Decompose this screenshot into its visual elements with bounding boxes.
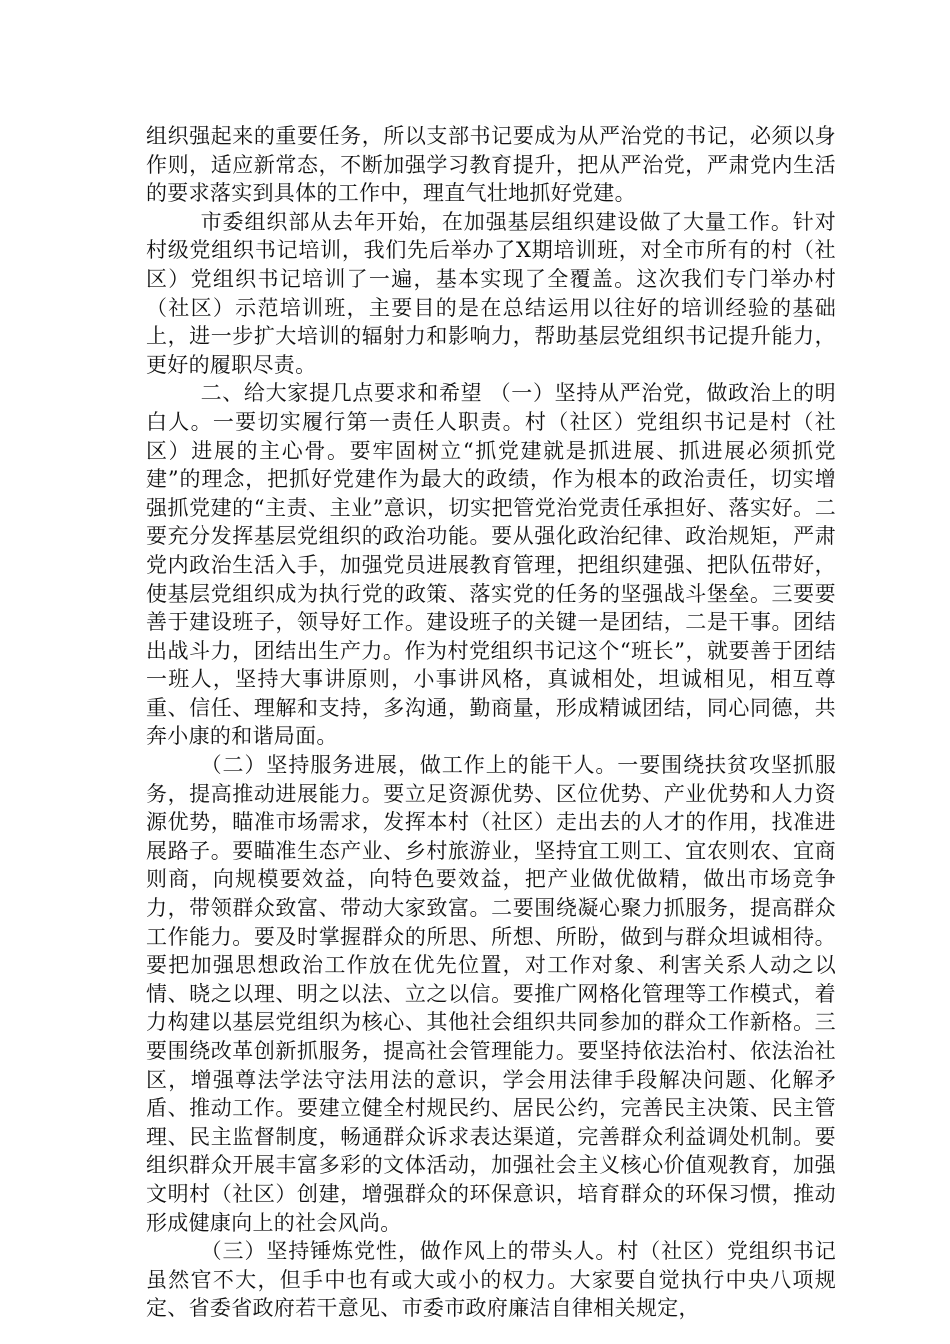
document-page bbox=[146, 122, 836, 1323]
paragraph-training-work: 市委组织部从去年开始，在加强基层组织建设做了大量工作。针对村级党组织书记培训，我们先后举办了X期培训班，对全市所有的村（社区）党组织书记培训了一遍，基本实现了全覆盖。这次我们专门举办村（社区）示范培训班，主要目的是在总结运用以往好的培训经验的基础上，进一步扩大培训的辐射力和影响力，帮助基层党组织书记提升能力，更好的履职尽责。 bbox=[146, 209, 836, 377]
paragraph-requirements-one: 二、给大家提几点要求和希望 （一）坚持从严治党，做政治上的明白人。一要切实履行第一责任人职责。村（社区）党组织书记是村（社区）进展的主心骨。要牢固树立“抓党建就是抓进展、抓进展必须抓党建”的理念，把抓好党建作为最大的政绩，作为根本的政治责任，切实增强抓党建的“主责、主业”意识，切实把管党治党责任承担好、落实好。二要充分发挥基层党组织的政治功能。要从强化政治纪律、政治规矩，严肃党内政治生活入手，加强党员进展教育管理，把组织建强、把队伍带好，使基层党组织成为执行党的政策、落实党的任务的坚强战斗堡垒。三要要善于建设班子，领导好工作。建设班子的关键一是团结，二是干事。团结出战斗力，团结出生产力。作为村党组织书记这个“班长”，就要善于团结一班人，坚持大事讲原则，小事讲风格，真诚相处，坦诚相见，相互尊重、信任、理解和支持，多沟通，勤商量，形成精诚团结，同心同德，共奔小康的和谐局面。 bbox=[146, 381, 836, 749]
paragraph-continuation: 组织强起来的重要任务，所以支部书记要成为从严治党的书记，必须以身作则，适应新常态，不断加强学习教育提升，把从严治党，严肃党内生活的要求落实到具体的工作中，理直气壮地抓好党建。 bbox=[146, 124, 836, 206]
paragraph-requirements-three: （三）坚持锤炼党性，做作风上的带头人。村（社区）党组织书记虽然官不大，但手中也有或大或小的权力。大家要自觉执行中央八项规定、省委省政府若干意见、市委市政府廉洁自律相关规定， bbox=[146, 1239, 836, 1321]
paragraph-requirements-two: （二）坚持服务进展，做工作上的能干人。一要围绕扶贫攻坚抓服务，提高推动进展能力。要立足资源优势、区位优势、产业优势和人力资源优势，瞄准市场需求，发挥本村（社区）走出去的人才的作用，找准进展路子。要瞄准生态产业、乡村旅游业，坚持宜工则工、宜农则农、宜商则商，向规模要效益，向特色要效益，把产业做优做精，做出市场竞争力，带领群众致富、带动大家致富。二要围绕凝心聚力抓服务，提高群众工作能力。要及时掌握群众的所思、所想、所盼，做到与群众坦诚相待。要把加强思想政治工作放在优先位置，对工作对象、利害关系人动之以情、晓之以理、明之以法、立之以信。要推广网格化管理等工作模式，着力构建以基层党组织为核心、其他社会组织共同参加的群众工作新格。三要围绕改革创新抓服务，提高社会管理能力。要坚持依法治村、依法治社区，增强尊法学法守法用法的意识，学会用法律手段解决问题、化解矛盾、推动工作。要建立健全村规民约、居民公约，完善民主决策、民主管理、民主监督制度，畅通群众诉求表达渠道，完善群众利益调处机制。要组织群众开展丰富多彩的文体活动，加强社会主义核心价值观教育，加强文明村（社区）创建，增强群众的环保意识，培育群众的环保习惯，推动形成健康向上的社会风尚。 bbox=[146, 753, 836, 1235]
